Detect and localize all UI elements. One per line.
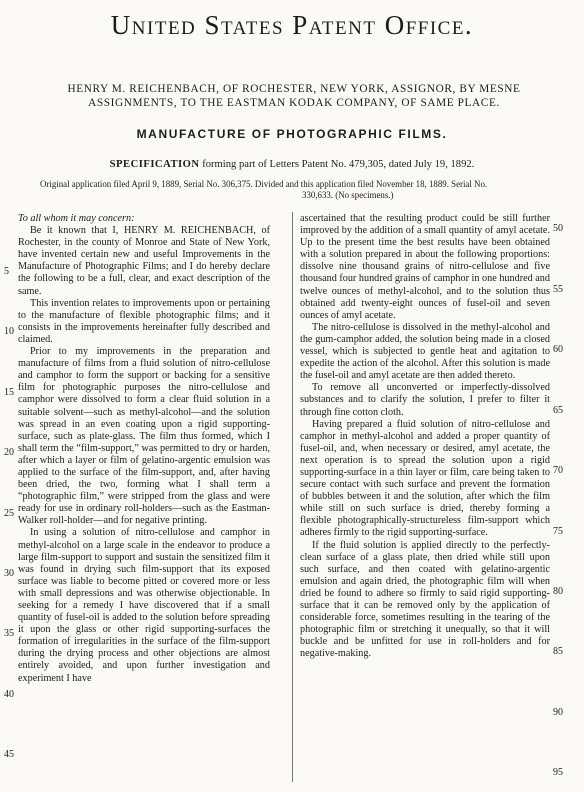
- line-number: 5: [4, 266, 9, 277]
- line-number: 75: [553, 526, 563, 537]
- line-number: 90: [553, 707, 563, 718]
- right-paragraph-3: To remove all unconverted or imperfectly-dissolved substances and to clarify the solution, I prefer to filter it through fine cotton cloth.: [300, 382, 550, 418]
- line-number: 30: [4, 568, 14, 579]
- inventor-line: HENRY M. REICHENBACH, OF ROCHESTER, NEW YORK, ASSIGNOR, BY MESNE ASSIGNMENTS, TO THE EASTMAN KODAK COMPANY, OF SAME PLACE.: [67, 83, 521, 109]
- line-number: 25: [4, 508, 14, 519]
- line-number: 70: [553, 465, 563, 476]
- line-number: 45: [4, 749, 14, 760]
- right-paragraph-4: Having prepared a fluid solution of nitro-cellulose and camphor in methyl-alcohol and added a proper quantity of fusel-oil, and, when necessary or desired, amyl acetate, the next operation is to spread the solution upon a rigid supporting-surface in a thin layer or film, care being taken to secure contact with such surface and prevent the formation of bubbles between it and the solution, after which the film while still on such surface is dried, thereby forming a flexible photographically-structureless film-support which adheres firmly to the rigid supporting-surface.: [300, 418, 550, 539]
- original-line-2: 330,633. (No specimens.): [302, 190, 394, 200]
- line-number: 15: [4, 387, 14, 398]
- line-number: 20: [4, 447, 14, 458]
- line-number: 35: [4, 628, 14, 639]
- left-column: [18, 213, 270, 685]
- column-divider: [292, 212, 293, 782]
- right-paragraph-5: If the fluid solution is applied directly to the perfectly-clean surface of a glass plate, then dried while still upon such surface, and then coated with gelatino-argentic emulsion and again dried, the photographic film will when dried be found to adhere so firmly to said rigid supporting-surface that it can be removed only by the application of considerable force, sometimes resulting in the tearing of the photographic film or stretching it unequally, so that it will buckle and be unfitted for use in roll-holders and for negative-making.: [300, 539, 550, 660]
- line-number: 50: [553, 223, 563, 234]
- patent-title: MANUFACTURE OF PHOTOGRAPHIC FILMS.: [136, 127, 448, 141]
- line-number: 10: [4, 326, 14, 337]
- line-number: 95: [553, 767, 563, 778]
- right-paragraph-2: The nitro-cellulose is dissolved in the methyl-alcohol and the gum-camphor added, the solution being made in a closed vessel, which is subjected to gentle heat and agitation to expedite the action of the alcohol. After this solution is made the fusel-oil and amyl acetate are then added thereto.: [300, 321, 550, 382]
- line-number: 80: [553, 586, 563, 597]
- left-paragraph-1: Be it known that I, HENRY M. REICHENBACH, of Rochester, in the county of Monroe and State of New York, have invented certain new and useful Improvements in the Manufacture of Photographic Films; and I do hereby declare the following to be a full, clear, and exact description of the same.: [18, 225, 270, 297]
- line-number: 60: [553, 344, 563, 355]
- office-heading: United States Patent Office.: [110, 10, 474, 40]
- line-number: 65: [553, 405, 563, 416]
- left-paragraph-4: In using a solution of nitro-cellulose and camphor in methyl-alcohol on a large scale in the endeavor to produce a large film-support to support and sustain the sensitized film it was found in drying such film-support that its exposed surface was liable to become pitted or covered more or less with small depressions and was otherwise objectionable. In seeking for a remedy I have discovered that if a small quantity of fusel-oil is added to the solution before spreading it upon the glass or other rigid supporting-surfaces the formation of irregularities in the surface of the film-support during the drying process and other objections are almost entirely avoided, and upon further investigation and experiment I have: [18, 527, 270, 684]
- original-line-1: Original application filed April 9, 1889, Serial No. 306,375. Divided and this application filed November 18, 1889. Serial No.: [40, 179, 488, 189]
- spec-label: SPECIFICATION: [109, 159, 200, 170]
- right-paragraph-1: ascertained that the resulting product could be still further improved by the addition of a small quantity of amyl acetate. Up to the present time the best results have been obtained with a solution prepared in about the following proportions: dissolve nine thousand grains of nitro-cellulose and five thousand four hundred grains of camphor in one hundred and twelve ounces of methyl-alcohol, and to the solution thus obtained add twenty-eight ounces of fusel-oil and seven ounces of amyl acetate.: [300, 213, 550, 321]
- line-number: 55: [553, 284, 563, 295]
- left-paragraph-3: Prior to my improvements in the preparation and manufacture of films from a fluid solution of nitro-cellulose and camphor to form the support or backing for a sensitive film for photographic purposes the nitro-cellulose and camphor were dissolved to form a clear fluid solution in a suitable solvent—such as methyl-alcohol—and the solution was spread in an even coating upon a rigid supporting-surface, such as plate-glass. The film thus formed, which I shall term the “film-support,” was permitted to dry or harden, after which a layer or film of gelatino-argentic emulsion was applied to the surface of the film-support, and, after having been dried, the two, forming what I shall term a “photographic film,” were stripped from the glass and were ready for use in ordinary roll-holders—such as the Eastman-Walker roll-holder—and for negative printing.: [18, 346, 270, 527]
- line-number: 85: [553, 646, 563, 657]
- left-paragraph-2: This invention relates to improvements upon or pertaining to the manufacture of flexible photographic films; and it consists in the improvements hereinafter fully described and claimed.: [18, 297, 270, 345]
- specification-line: [0, 158, 584, 171]
- salutation: To all whom it may concern:: [18, 213, 135, 224]
- right-column: [300, 213, 550, 660]
- original-application-note: [40, 179, 552, 201]
- line-number: 40: [4, 689, 14, 700]
- spec-text: forming part of Letters Patent No. 479,305, dated July 19, 1892.: [202, 159, 475, 170]
